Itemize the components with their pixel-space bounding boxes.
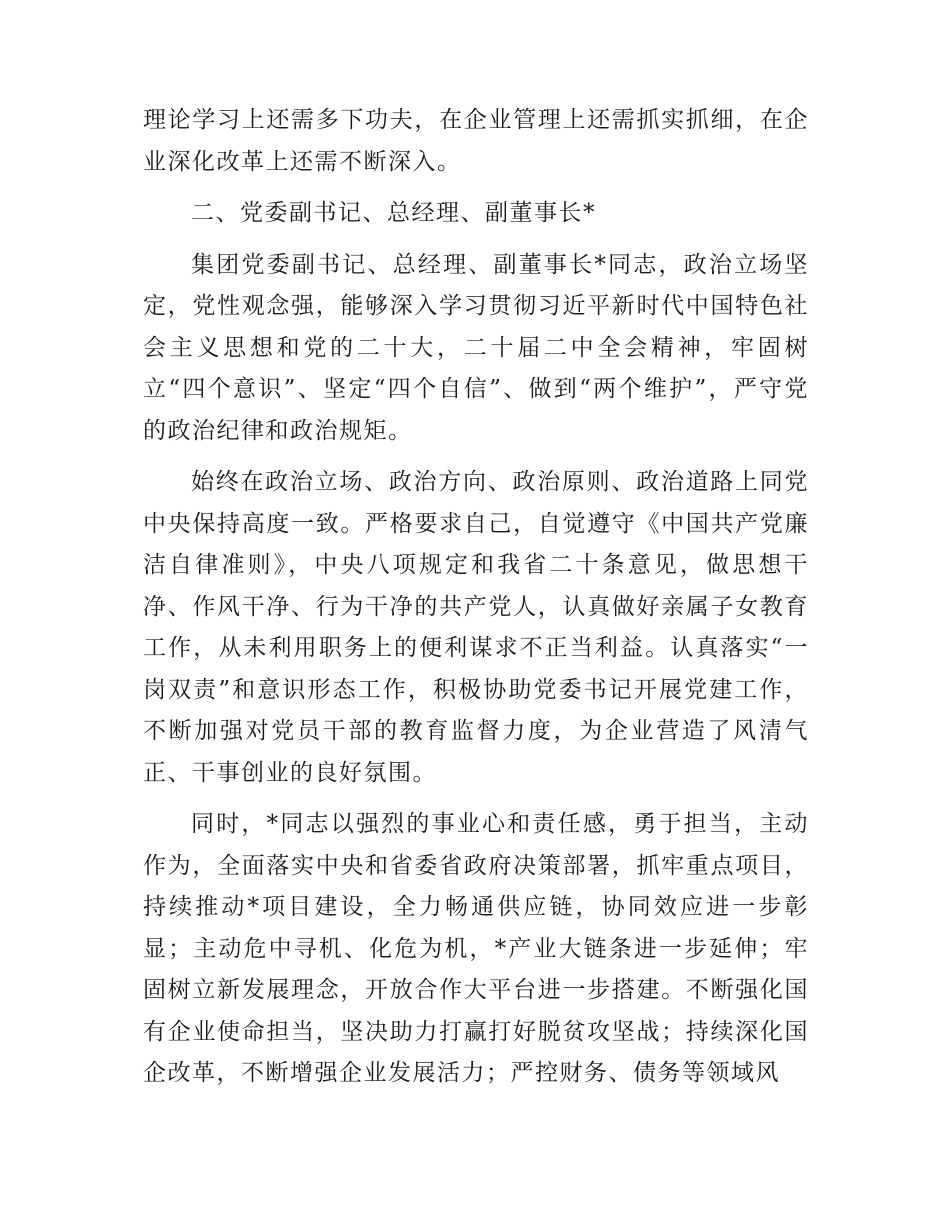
- paragraph-continuation: 理论学习上还需多下功夫，在企业管理上还需抓实抓细，在企业深化改革上还需不断深入。: [143, 107, 809, 175]
- paragraph-political-stance: 集团党委副书记、总经理、副董事长*同志，政治立场坚定，党性观念强，能够深入学习贯彻习近平新时代中国特色社会主义思想和党的二十大，二十届二中全会精神，牢固树立“四个意识”、坚定“四个自信”、做到“两个维护”，严守党的政治纪律和政治规矩。: [143, 251, 809, 444]
- document-body: [143, 100, 809, 1105]
- paragraph-discipline: 始终在政治立场、政治方向、政治原则、政治道路上同党中央保持高度一致。严格要求自己，自觉遵守《中国共产党廉洁自律准则》，中央八项规定和我省二十条意见，做思想干净、作风干净、行为干净的共产党人，认真做好亲属子女教育工作，从未利用职务上的便利谋求不正当利益。认真落实“一岗双责”和意识形态工作，积极协助党委书记开展党建工作，不断加强对党员干部的教育监督力度，为企业营造了风清气正、干事创业的良好氛围。: [143, 469, 809, 786]
- section-heading: 二、党委副书记、总经理、副董事长*: [191, 200, 596, 226]
- paragraph-achievements: 同时，*同志以强烈的事业心和责任感，勇于担当，主动作为，全面落实中央和省委省政府决策部署，抓牢重点项目，持续推动*项目建设，全力畅通供应链，协同效应进一步彰显；主动危中寻机、化危为机，*产业大链条进一步延伸；牢固树立新发展理念，开放合作大平台进一步搭建。不断强化国有企业使命担当，坚决助力打赢打好脱贫攻坚战；持续深化国企改革，不断增强企业发展活力；严控财务、债务等领域风: [143, 811, 809, 1086]
